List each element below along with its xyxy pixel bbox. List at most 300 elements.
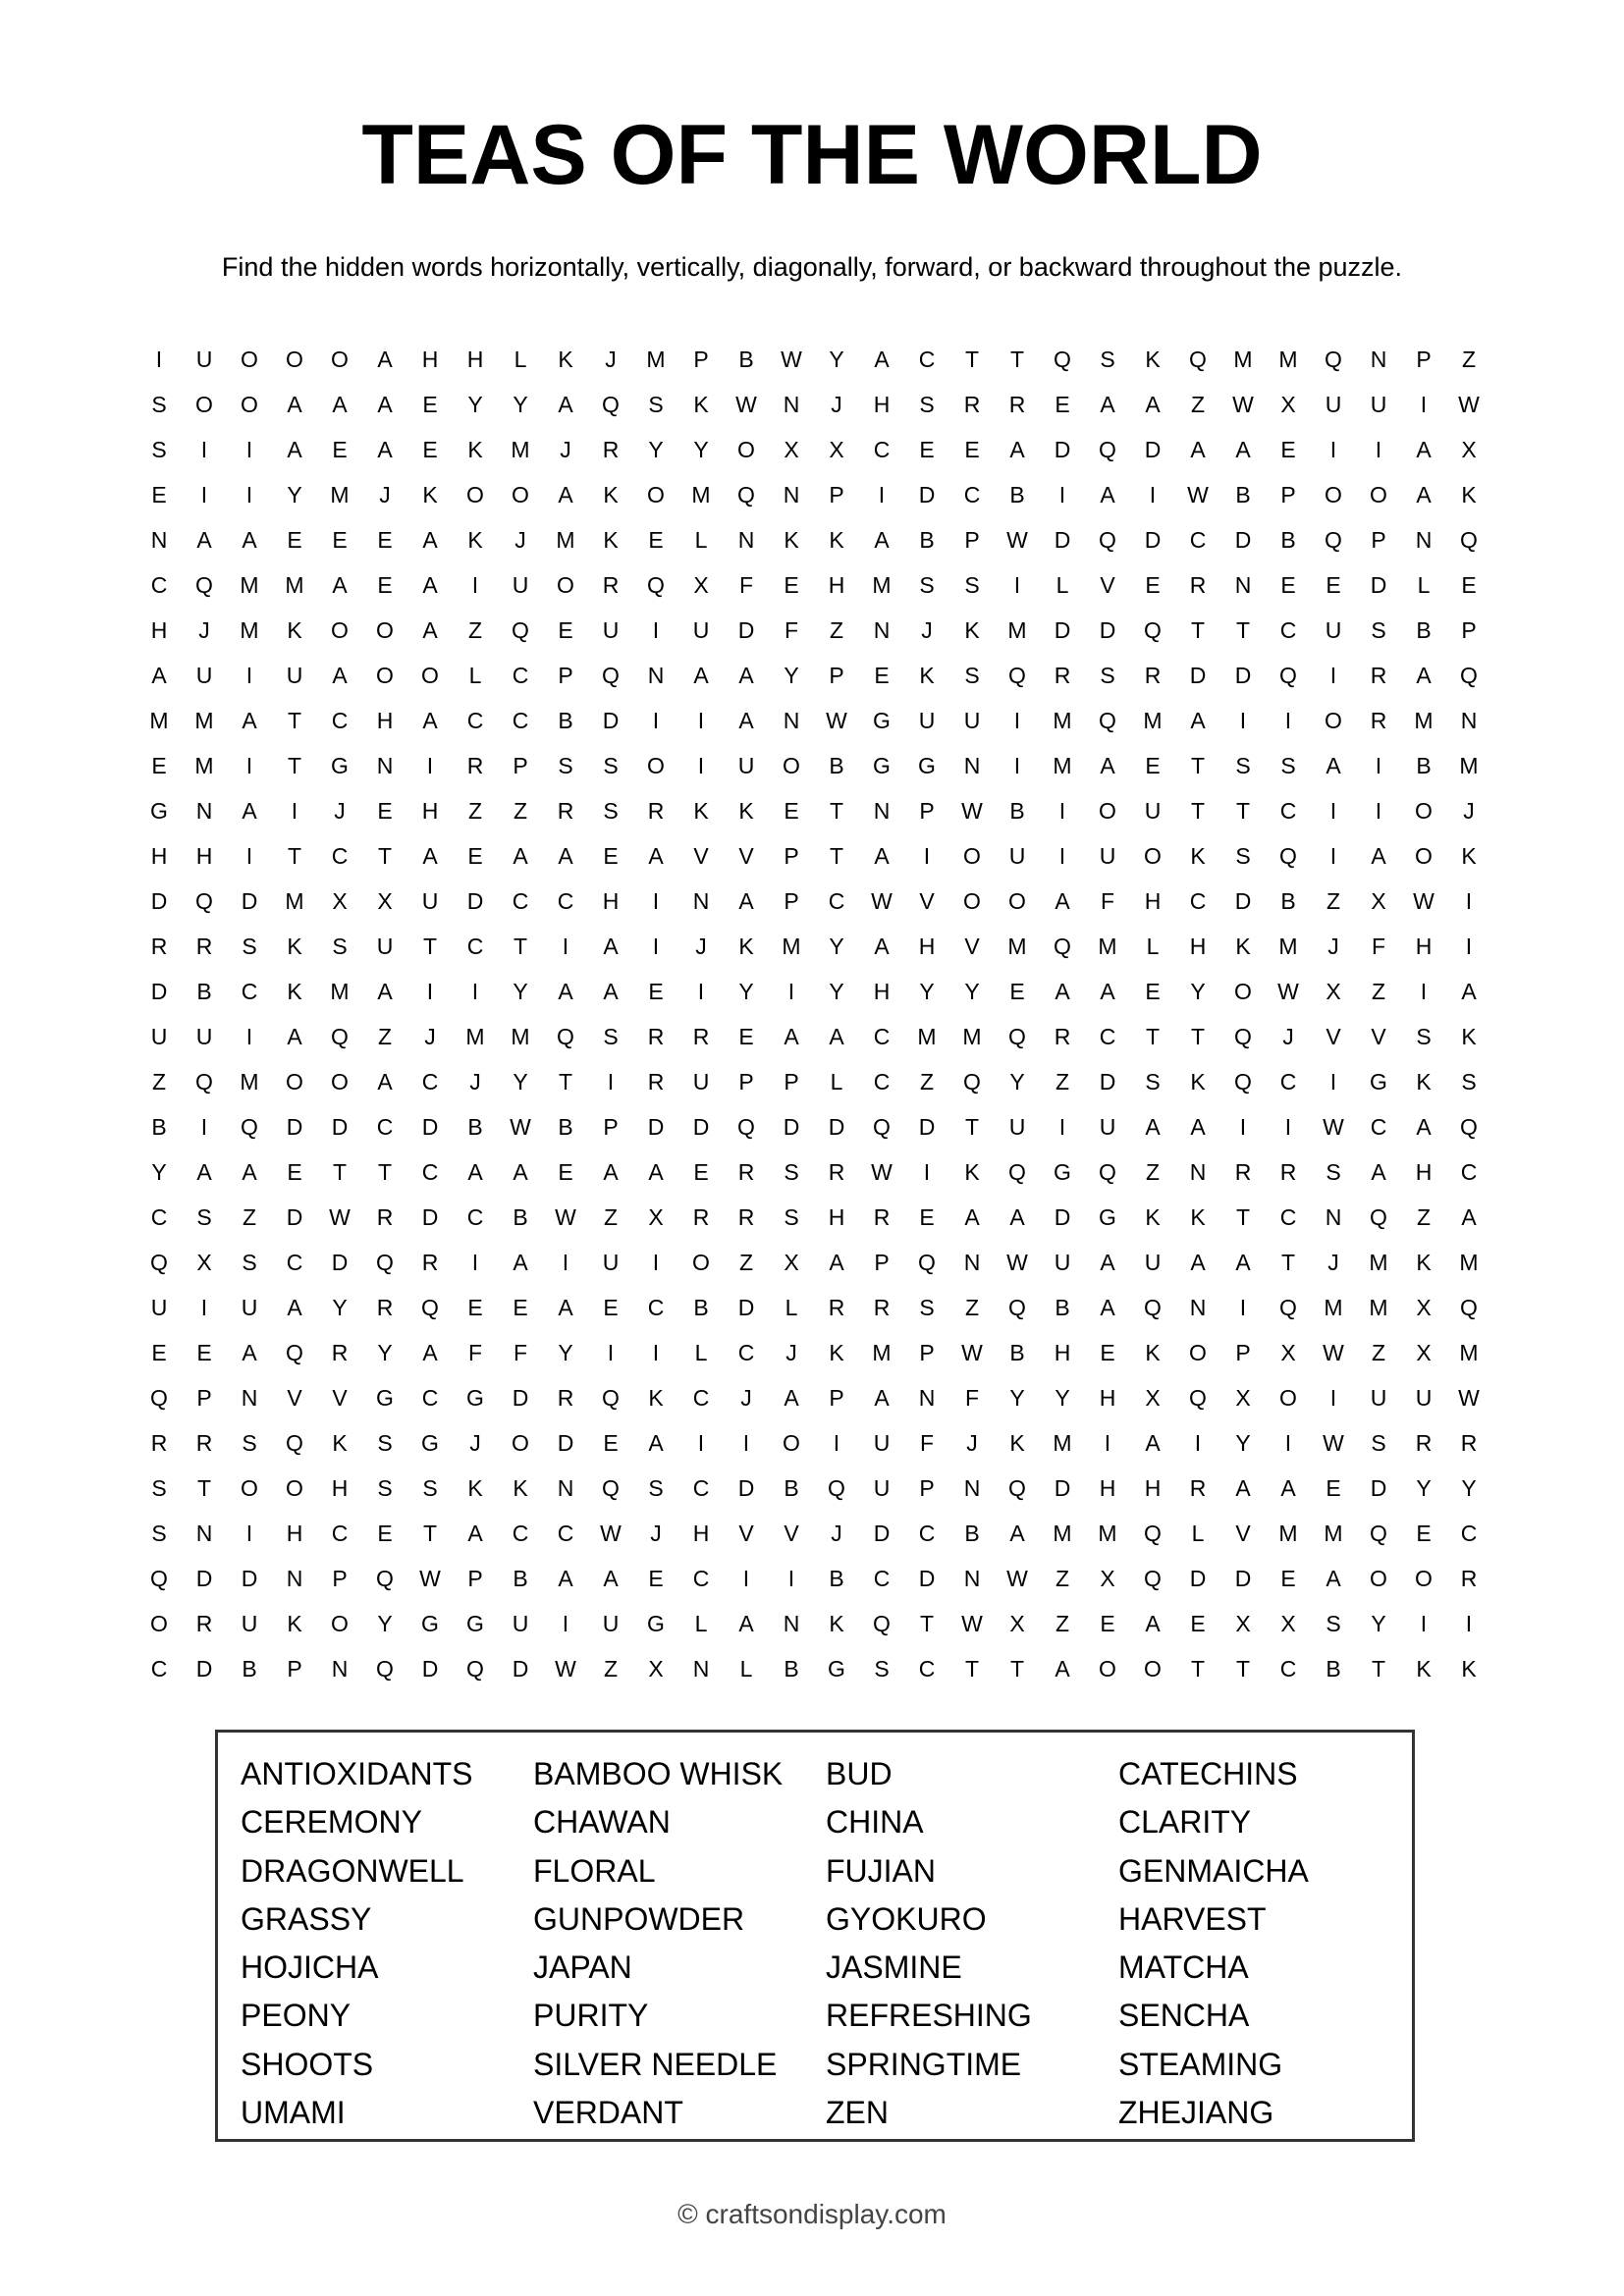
grid-letter[interactable]: B <box>1416 616 1432 643</box>
grid-letter[interactable]: N <box>150 526 168 553</box>
grid-letter[interactable]: L <box>830 1068 843 1095</box>
grid-letter[interactable]: E <box>603 842 619 869</box>
grid-letter[interactable]: M <box>1053 707 1072 733</box>
grid-letter[interactable]: V <box>738 1520 754 1546</box>
grid-letter[interactable]: M <box>285 571 304 598</box>
grid-letter[interactable]: W <box>1323 1429 1344 1456</box>
grid-letter[interactable]: Q <box>286 1339 303 1365</box>
grid-letter[interactable]: R <box>1370 662 1387 688</box>
grid-letter[interactable]: B <box>738 346 754 372</box>
grid-letter[interactable]: E <box>422 436 438 462</box>
grid-letter[interactable]: K <box>1145 1203 1161 1230</box>
grid-letter[interactable]: A <box>603 1158 619 1185</box>
grid-letter[interactable]: J <box>831 391 842 417</box>
grid-letter[interactable]: C <box>1099 1023 1116 1049</box>
grid-letter[interactable]: C <box>918 1520 936 1546</box>
grid-letter[interactable]: G <box>647 1610 665 1636</box>
grid-letter[interactable]: E <box>422 391 438 417</box>
grid-letter[interactable]: P <box>467 1565 483 1591</box>
grid-letter[interactable]: R <box>150 1429 168 1456</box>
grid-letter[interactable]: T <box>1190 1023 1206 1049</box>
grid-letter[interactable]: E <box>603 1294 619 1320</box>
grid-letter[interactable]: E <box>1009 978 1025 1004</box>
grid-letter[interactable]: Q <box>963 1068 981 1095</box>
grid-letter[interactable]: C <box>557 887 574 914</box>
grid-letter[interactable]: G <box>828 1655 845 1682</box>
grid-letter[interactable]: R <box>1008 391 1026 417</box>
grid-letter[interactable]: W <box>1232 391 1254 417</box>
grid-letter[interactable]: S <box>242 1249 257 1275</box>
grid-letter[interactable]: A <box>1235 1249 1251 1275</box>
grid-letter[interactable]: R <box>195 1429 213 1456</box>
grid-letter[interactable]: A <box>603 933 619 959</box>
grid-letter[interactable]: I <box>652 933 660 959</box>
grid-letter[interactable]: C <box>331 842 349 869</box>
grid-letter[interactable]: R <box>1460 1429 1478 1456</box>
grid-letter[interactable]: Y <box>1009 1384 1025 1411</box>
grid-letter[interactable]: Q <box>376 1655 394 1682</box>
grid-letter[interactable]: Q <box>737 1113 755 1140</box>
grid-letter[interactable]: Z <box>738 1249 754 1275</box>
grid-letter[interactable]: C <box>421 1384 439 1411</box>
grid-letter[interactable]: Y <box>648 436 664 462</box>
grid-letter[interactable]: S <box>332 933 348 959</box>
grid-letter[interactable]: N <box>1415 526 1433 553</box>
grid-letter[interactable]: E <box>377 571 393 598</box>
grid-letter[interactable]: Z <box>467 797 483 824</box>
grid-letter[interactable]: C <box>512 1520 529 1546</box>
grid-letter[interactable]: A <box>648 1429 664 1456</box>
grid-letter[interactable]: C <box>557 1520 574 1546</box>
grid-letter[interactable]: A <box>422 571 438 598</box>
grid-letter[interactable]: I <box>426 752 434 778</box>
grid-letter[interactable]: H <box>1415 933 1433 959</box>
grid-letter[interactable]: U <box>1370 1384 1387 1411</box>
grid-letter[interactable]: U <box>602 616 620 643</box>
grid-letter[interactable]: O <box>466 481 484 507</box>
grid-letter[interactable]: E <box>287 1158 302 1185</box>
grid-letter[interactable]: Q <box>195 887 213 914</box>
grid-letter[interactable]: X <box>332 887 348 914</box>
grid-letter[interactable]: T <box>1235 797 1251 824</box>
grid-letter[interactable]: R <box>1279 1158 1297 1185</box>
grid-letter[interactable]: I <box>1013 707 1021 733</box>
grid-letter[interactable]: Q <box>195 1068 213 1095</box>
grid-letter[interactable]: I <box>1465 1610 1473 1636</box>
grid-letter[interactable]: M <box>872 1339 892 1365</box>
grid-letter[interactable]: B <box>242 1655 257 1682</box>
grid-letter[interactable]: M <box>1233 346 1253 372</box>
grid-letter[interactable]: Y <box>1009 1068 1025 1095</box>
grid-letter[interactable]: A <box>738 707 754 733</box>
grid-letter[interactable]: D <box>150 978 168 1004</box>
grid-letter[interactable]: P <box>196 1384 212 1411</box>
grid-letter[interactable]: E <box>784 797 799 824</box>
grid-letter[interactable]: D <box>331 1249 349 1275</box>
grid-letter[interactable]: I <box>787 1565 795 1591</box>
grid-letter[interactable]: A <box>196 1158 212 1185</box>
grid-letter[interactable]: I <box>200 1294 208 1320</box>
grid-letter[interactable]: I <box>1013 752 1021 778</box>
grid-letter[interactable]: R <box>737 1203 755 1230</box>
grid-letter[interactable]: E <box>919 436 935 462</box>
grid-letter[interactable]: C <box>466 1203 484 1230</box>
grid-letter[interactable]: Q <box>1144 1520 1162 1546</box>
grid-letter[interactable]: I <box>1013 571 1021 598</box>
grid-letter[interactable]: K <box>422 481 438 507</box>
grid-letter[interactable]: Z <box>242 1203 257 1230</box>
grid-letter[interactable]: E <box>1280 436 1296 462</box>
grid-letter[interactable]: W <box>419 1565 441 1591</box>
grid-letter[interactable]: K <box>287 616 302 643</box>
grid-letter[interactable]: F <box>1100 887 1115 914</box>
grid-letter[interactable]: I <box>245 662 253 688</box>
grid-letter[interactable]: D <box>557 1429 574 1456</box>
grid-letter[interactable]: A <box>422 707 438 733</box>
grid-letter[interactable]: D <box>1054 526 1071 553</box>
grid-letter[interactable]: Q <box>150 1249 168 1275</box>
grid-letter[interactable]: I <box>1194 1429 1202 1456</box>
grid-letter[interactable]: M <box>149 707 169 733</box>
grid-letter[interactable]: B <box>829 1565 844 1591</box>
grid-letter[interactable]: R <box>828 1294 845 1320</box>
grid-letter[interactable]: E <box>332 526 348 553</box>
grid-letter[interactable]: R <box>828 1158 845 1185</box>
grid-letter[interactable]: Q <box>873 1610 891 1636</box>
grid-letter[interactable]: A <box>332 571 348 598</box>
grid-letter[interactable]: Y <box>964 978 980 1004</box>
grid-letter[interactable]: V <box>919 887 935 914</box>
grid-letter[interactable]: H <box>1144 887 1162 914</box>
grid-letter[interactable]: R <box>466 752 484 778</box>
grid-letter[interactable]: A <box>558 842 573 869</box>
grid-letter[interactable]: L <box>694 526 708 553</box>
grid-letter[interactable]: A <box>558 391 573 417</box>
grid-letter[interactable]: E <box>693 1158 709 1185</box>
grid-letter[interactable]: P <box>784 842 799 869</box>
grid-letter[interactable]: K <box>1461 842 1477 869</box>
grid-letter[interactable]: C <box>918 346 936 372</box>
grid-letter[interactable]: A <box>558 1294 573 1320</box>
grid-letter[interactable]: I <box>1058 481 1066 507</box>
grid-letter[interactable]: X <box>1280 1610 1296 1636</box>
grid-letter[interactable]: R <box>647 1023 665 1049</box>
grid-letter[interactable]: C <box>1460 1520 1478 1546</box>
grid-letter[interactable]: Q <box>602 391 620 417</box>
grid-letter[interactable]: S <box>151 391 167 417</box>
grid-letter[interactable]: A <box>1009 1520 1025 1546</box>
grid-letter[interactable]: C <box>692 1384 710 1411</box>
grid-letter[interactable]: I <box>1284 707 1292 733</box>
grid-letter[interactable]: M <box>782 933 801 959</box>
grid-letter[interactable]: P <box>919 797 935 824</box>
grid-letter[interactable]: Q <box>1460 1294 1478 1320</box>
grid-letter[interactable]: A <box>1100 752 1115 778</box>
grid-letter[interactable]: C <box>1279 1203 1297 1230</box>
grid-letter[interactable]: D <box>918 481 936 507</box>
grid-letter[interactable]: I <box>833 1429 840 1456</box>
grid-letter[interactable]: X <box>693 571 709 598</box>
grid-letter[interactable]: S <box>874 1655 890 1682</box>
grid-letter[interactable]: E <box>1100 1339 1115 1365</box>
grid-letter[interactable]: M <box>240 1068 259 1095</box>
grid-letter[interactable]: Y <box>377 1339 393 1365</box>
grid-letter[interactable]: B <box>1416 752 1432 778</box>
grid-letter[interactable]: H <box>1099 1384 1116 1411</box>
grid-letter[interactable]: Z <box>377 1023 393 1049</box>
grid-letter[interactable]: I <box>200 481 208 507</box>
grid-letter[interactable]: W <box>600 1520 622 1546</box>
grid-letter[interactable]: U <box>1144 797 1162 824</box>
grid-letter[interactable]: V <box>1326 1023 1341 1049</box>
grid-letter[interactable]: Q <box>1189 1384 1207 1411</box>
grid-letter[interactable]: J <box>831 1520 842 1546</box>
grid-letter[interactable]: H <box>150 616 168 643</box>
grid-letter[interactable]: W <box>1413 887 1435 914</box>
grid-letter[interactable]: Q <box>1460 662 1478 688</box>
grid-letter[interactable]: O <box>1325 707 1342 733</box>
grid-letter[interactable]: C <box>376 1113 394 1140</box>
grid-letter[interactable]: W <box>961 1610 983 1636</box>
grid-letter[interactable]: Q <box>557 1023 574 1049</box>
grid-letter[interactable]: P <box>829 1384 844 1411</box>
grid-letter[interactable]: A <box>1100 481 1115 507</box>
grid-letter[interactable]: W <box>1006 1565 1028 1591</box>
grid-letter[interactable]: A <box>377 978 393 1004</box>
grid-letter[interactable]: A <box>1326 1565 1341 1591</box>
grid-letter[interactable]: T <box>513 933 528 959</box>
grid-letter[interactable]: S <box>964 662 980 688</box>
grid-letter[interactable]: W <box>871 1158 893 1185</box>
grid-letter[interactable]: A <box>829 1023 844 1049</box>
grid-letter[interactable]: H <box>286 1520 303 1546</box>
grid-letter[interactable]: S <box>196 1203 212 1230</box>
grid-letter[interactable]: H <box>1189 933 1207 959</box>
grid-letter[interactable]: Q <box>1054 346 1071 372</box>
grid-letter[interactable]: M <box>1459 752 1479 778</box>
grid-letter[interactable]: K <box>332 1429 348 1456</box>
grid-letter[interactable]: J <box>966 1429 978 1456</box>
grid-letter[interactable]: U <box>1325 616 1342 643</box>
grid-letter[interactable]: E <box>332 436 348 462</box>
grid-letter[interactable]: C <box>1460 1158 1478 1185</box>
grid-letter[interactable]: R <box>376 1294 394 1320</box>
grid-letter[interactable]: T <box>377 842 393 869</box>
grid-letter[interactable]: S <box>558 752 573 778</box>
grid-letter[interactable]: G <box>421 1429 439 1456</box>
grid-letter[interactable]: M <box>330 481 350 507</box>
grid-letter[interactable]: S <box>1145 1068 1161 1095</box>
grid-letter[interactable]: A <box>1145 1429 1161 1456</box>
grid-letter[interactable]: N <box>963 1249 981 1275</box>
grid-letter[interactable]: O <box>241 346 258 372</box>
grid-letter[interactable]: L <box>1056 571 1069 598</box>
grid-letter[interactable]: D <box>1189 1565 1207 1591</box>
grid-letter[interactable]: D <box>421 1655 439 1682</box>
grid-letter[interactable]: G <box>1370 1068 1387 1095</box>
grid-letter[interactable]: D <box>286 1203 303 1230</box>
grid-letter[interactable]: U <box>1054 1249 1071 1275</box>
grid-letter[interactable]: I <box>245 436 253 462</box>
grid-letter[interactable]: O <box>737 436 755 462</box>
grid-letter[interactable]: M <box>330 978 350 1004</box>
grid-letter[interactable]: H <box>421 797 439 824</box>
grid-letter[interactable]: N <box>783 1610 800 1636</box>
grid-letter[interactable]: Z <box>1190 391 1206 417</box>
grid-letter[interactable]: Y <box>1235 1429 1251 1456</box>
grid-letter[interactable]: O <box>286 1068 303 1095</box>
grid-letter[interactable]: N <box>1234 571 1252 598</box>
grid-letter[interactable]: A <box>1145 1610 1161 1636</box>
grid-letter[interactable]: A <box>242 707 257 733</box>
grid-letter[interactable]: R <box>1234 1158 1252 1185</box>
grid-letter[interactable]: T <box>1235 1203 1251 1230</box>
grid-letter[interactable]: Y <box>1461 1474 1477 1501</box>
grid-letter[interactable]: O <box>331 616 349 643</box>
grid-letter[interactable]: X <box>1326 978 1341 1004</box>
grid-letter[interactable]: B <box>513 1203 528 1230</box>
grid-letter[interactable]: X <box>648 1203 664 1230</box>
grid-letter[interactable]: I <box>652 616 660 643</box>
grid-letter[interactable]: Y <box>513 1068 528 1095</box>
grid-letter[interactable]: N <box>286 1565 303 1591</box>
grid-letter[interactable]: Q <box>737 481 755 507</box>
grid-letter[interactable]: F <box>784 616 799 643</box>
grid-letter[interactable]: U <box>873 1474 891 1501</box>
grid-letter[interactable]: I <box>742 1565 750 1591</box>
grid-letter[interactable]: S <box>377 1429 393 1456</box>
grid-letter[interactable]: A <box>467 1520 483 1546</box>
grid-letter[interactable]: L <box>694 1610 708 1636</box>
grid-letter[interactable]: I <box>200 1113 208 1140</box>
grid-letter[interactable]: U <box>1370 391 1387 417</box>
grid-letter[interactable]: T <box>287 707 302 733</box>
grid-letter[interactable]: L <box>514 346 527 372</box>
grid-letter[interactable]: A <box>422 1339 438 1365</box>
grid-letter[interactable]: I <box>562 1610 569 1636</box>
grid-letter[interactable]: Q <box>918 1249 936 1275</box>
grid-letter[interactable]: A <box>1009 1203 1025 1230</box>
grid-letter[interactable]: F <box>467 1339 483 1365</box>
grid-letter[interactable]: I <box>471 571 479 598</box>
grid-letter[interactable]: T <box>287 842 302 869</box>
grid-letter[interactable]: A <box>784 1023 799 1049</box>
grid-letter[interactable]: O <box>376 616 394 643</box>
grid-letter[interactable]: Z <box>467 616 483 643</box>
grid-letter[interactable]: O <box>241 1474 258 1501</box>
grid-letter[interactable]: L <box>1146 933 1160 959</box>
grid-letter[interactable]: I <box>1329 662 1337 688</box>
grid-letter[interactable]: A <box>1055 887 1070 914</box>
grid-letter[interactable]: G <box>1099 1203 1116 1230</box>
grid-letter[interactable]: N <box>783 481 800 507</box>
grid-letter[interactable]: E <box>784 571 799 598</box>
grid-letter[interactable]: D <box>1370 571 1387 598</box>
grid-letter[interactable]: R <box>873 1203 891 1230</box>
grid-letter[interactable]: I <box>607 1339 615 1365</box>
grid-letter[interactable]: S <box>1235 752 1251 778</box>
grid-letter[interactable]: B <box>558 1113 573 1140</box>
grid-letter[interactable]: D <box>1054 1203 1071 1230</box>
grid-letter[interactable]: O <box>1099 1655 1116 1682</box>
grid-letter[interactable]: B <box>1280 887 1296 914</box>
grid-letter[interactable]: K <box>1009 1429 1025 1456</box>
grid-letter[interactable]: R <box>647 797 665 824</box>
grid-letter[interactable]: U <box>195 346 213 372</box>
grid-letter[interactable]: S <box>1371 616 1386 643</box>
grid-letter[interactable]: A <box>648 1158 664 1185</box>
grid-letter[interactable]: E <box>287 526 302 553</box>
grid-letter[interactable]: X <box>784 1249 799 1275</box>
grid-letter[interactable]: I <box>471 978 479 1004</box>
grid-letter[interactable]: O <box>647 752 665 778</box>
grid-letter[interactable]: K <box>1145 346 1161 372</box>
grid-letter[interactable]: A <box>558 978 573 1004</box>
grid-letter[interactable]: U <box>1008 842 1026 869</box>
grid-letter[interactable]: Q <box>331 1023 349 1049</box>
grid-letter[interactable]: R <box>195 933 213 959</box>
grid-letter[interactable]: K <box>467 1474 483 1501</box>
grid-letter[interactable]: X <box>1416 1294 1432 1320</box>
grid-letter[interactable]: I <box>1420 391 1428 417</box>
grid-letter[interactable]: D <box>783 1113 800 1140</box>
grid-letter[interactable]: G <box>466 1610 484 1636</box>
grid-letter[interactable]: C <box>512 707 529 733</box>
grid-letter[interactable]: M <box>1278 933 1298 959</box>
grid-letter[interactable]: F <box>738 571 754 598</box>
grid-letter[interactable]: N <box>783 391 800 417</box>
grid-letter[interactable]: I <box>923 1158 931 1185</box>
grid-letter[interactable]: M <box>465 1023 485 1049</box>
grid-letter[interactable]: C <box>421 1158 439 1185</box>
grid-letter[interactable]: D <box>421 1113 439 1140</box>
grid-letter[interactable]: C <box>873 436 891 462</box>
grid-letter[interactable]: S <box>1416 1023 1432 1049</box>
grid-letter[interactable]: O <box>1415 842 1433 869</box>
grid-letter[interactable]: C <box>331 1520 349 1546</box>
grid-letter[interactable]: I <box>742 1429 750 1456</box>
grid-letter[interactable]: S <box>242 1429 257 1456</box>
grid-letter[interactable]: Q <box>376 1249 394 1275</box>
grid-letter[interactable]: A <box>287 391 302 417</box>
grid-letter[interactable]: C <box>241 978 258 1004</box>
grid-letter[interactable]: A <box>513 842 528 869</box>
grid-letter[interactable]: R <box>1415 1429 1433 1456</box>
grid-letter[interactable]: J <box>1463 797 1475 824</box>
grid-letter[interactable]: I <box>1420 1610 1428 1636</box>
grid-letter[interactable]: Y <box>513 391 528 417</box>
grid-letter[interactable]: D <box>737 616 755 643</box>
grid-letter[interactable]: O <box>1008 887 1026 914</box>
grid-letter[interactable]: T <box>1371 1655 1386 1682</box>
grid-letter[interactable]: M <box>1053 1520 1072 1546</box>
grid-letter[interactable]: Q <box>1008 662 1026 688</box>
grid-letter[interactable]: K <box>1416 1068 1432 1095</box>
grid-letter[interactable]: E <box>558 616 573 643</box>
grid-letter[interactable]: I <box>1058 797 1066 824</box>
grid-letter[interactable]: D <box>1234 887 1252 914</box>
grid-letter[interactable]: Q <box>241 1113 258 1140</box>
grid-letter[interactable]: T <box>1190 752 1206 778</box>
grid-letter[interactable]: H <box>331 1474 349 1501</box>
grid-letter[interactable]: U <box>195 1023 213 1049</box>
grid-letter[interactable]: F <box>964 1384 980 1411</box>
grid-letter[interactable]: K <box>964 1158 980 1185</box>
grid-letter[interactable]: K <box>693 391 709 417</box>
grid-letter[interactable]: I <box>1329 842 1337 869</box>
grid-letter[interactable]: R <box>602 436 620 462</box>
grid-letter[interactable]: R <box>692 1203 710 1230</box>
